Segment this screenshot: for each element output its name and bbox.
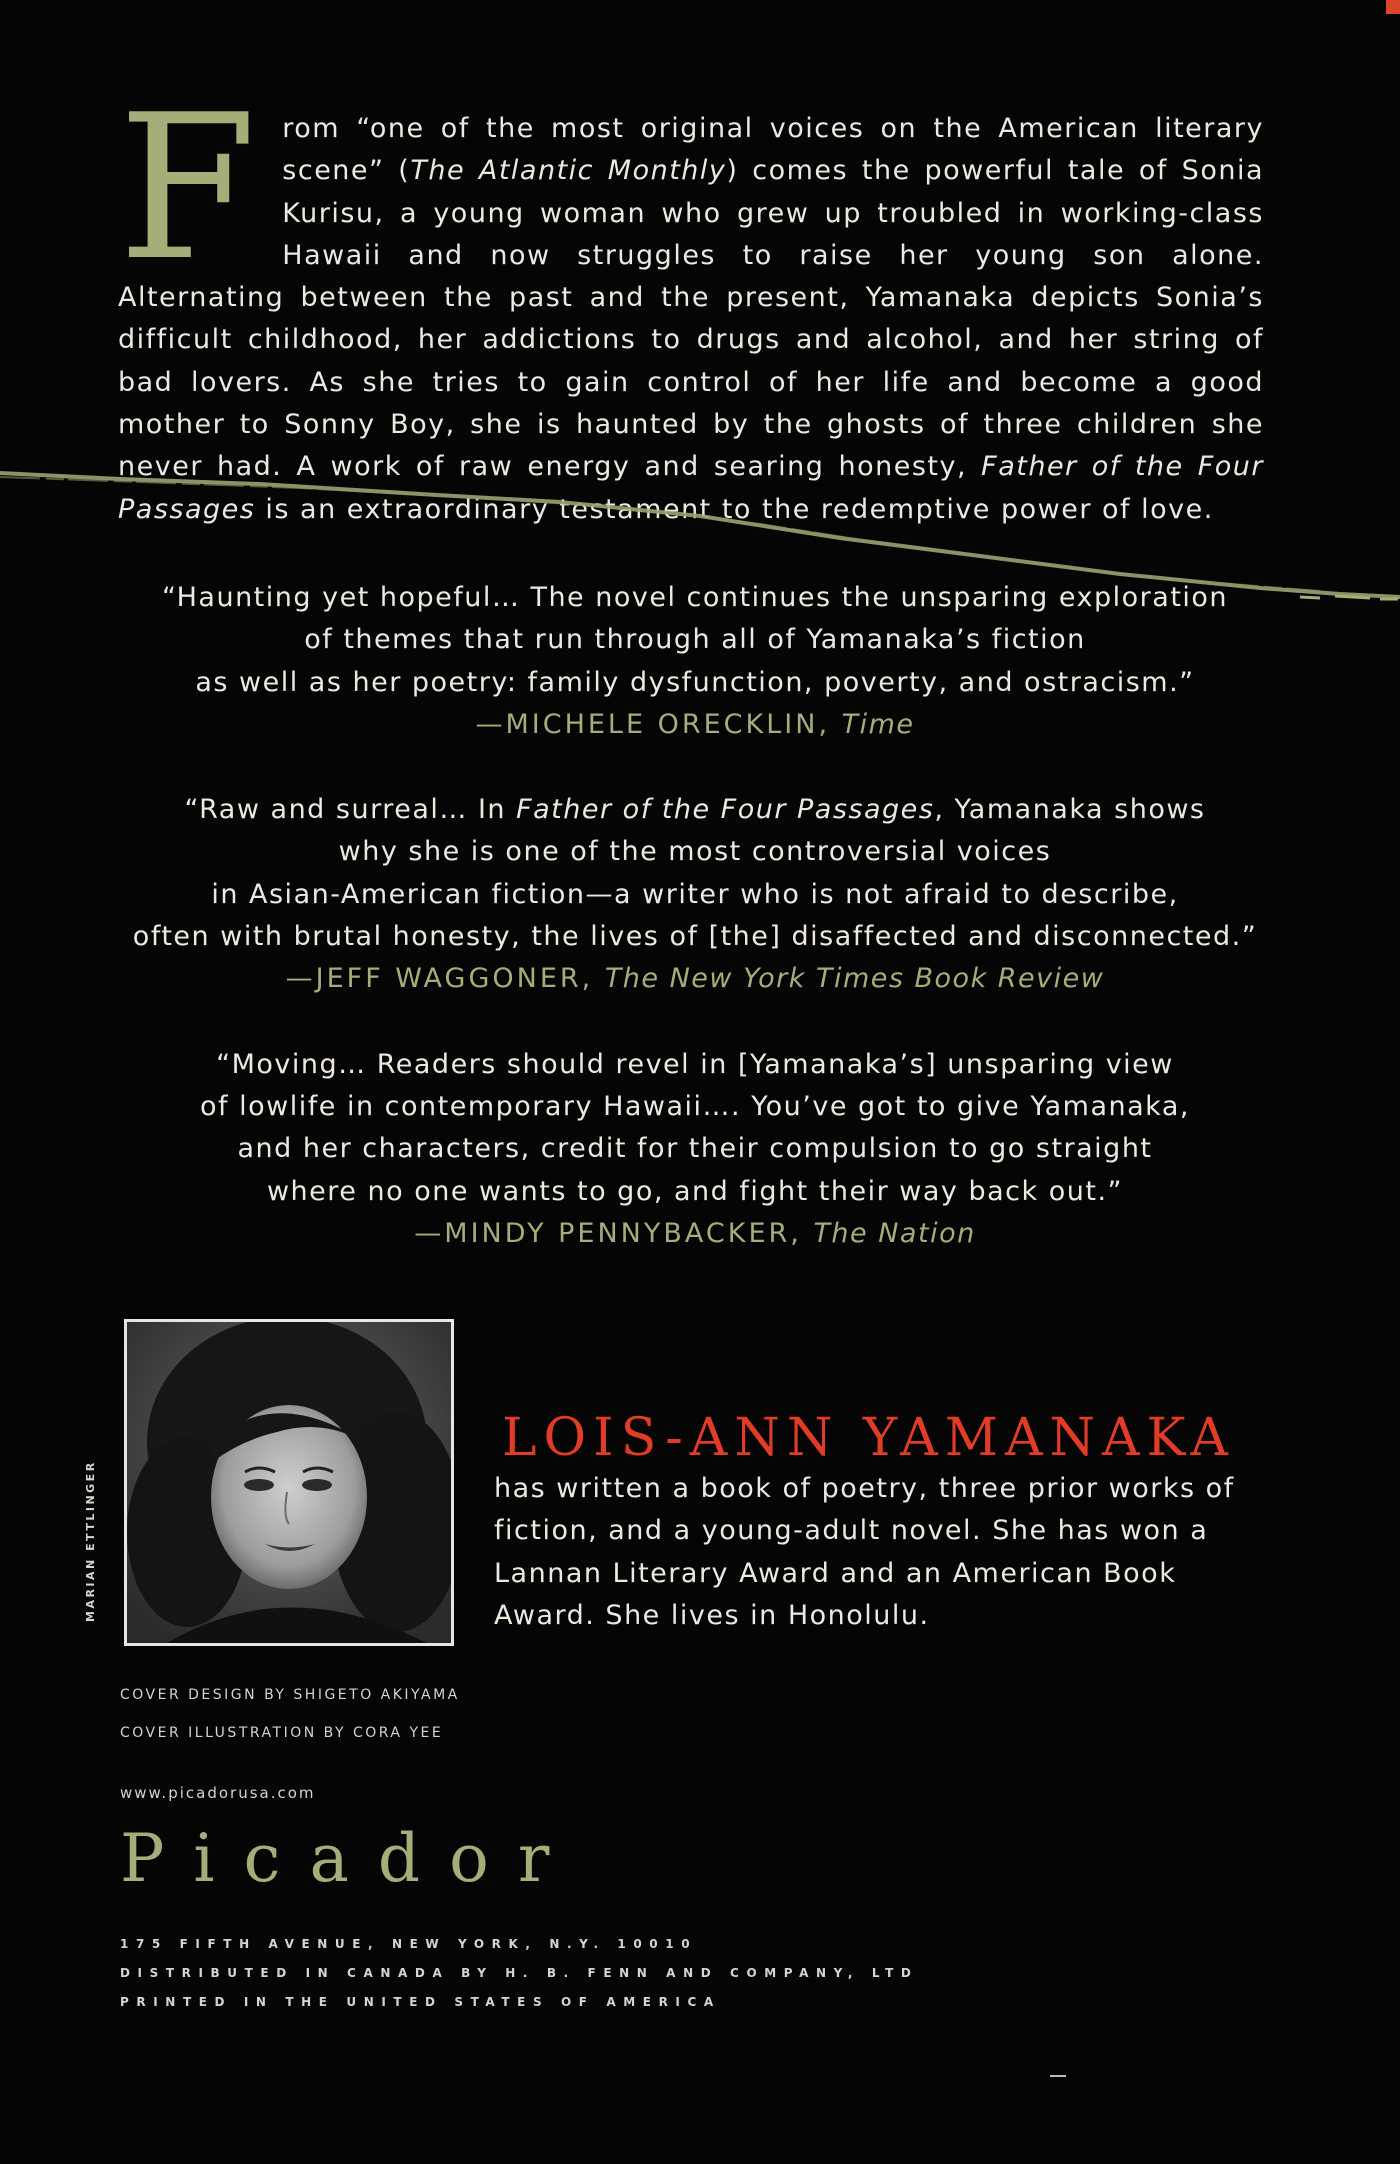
- author-photo: [124, 1319, 454, 1646]
- quote-line: and her characters, credit for their compulsion to go straight: [237, 1133, 1153, 1165]
- quote-line: of lowlife in contemporary Hawaii…. You’ve got to give Yamanaka,: [200, 1090, 1190, 1122]
- quote-line: why she is one of the most controversial voices: [338, 836, 1052, 868]
- blurb-text-middle: ) comes the powerful tale of Sonia Kurisu, a young woman who grew up troubled in working-class Hawaii and now struggles to raise her young son alone. Alternating between the past and the present, Yamanaka depicts Sonia’s difficult childhood, her addictions to drugs and alcohol, and her string of bad lovers. As she tries to gain control of her life and become a good mother to Sonny Boy, she is haunted by the ghosts of three children she never had. A work of raw energy and searing honesty,: [118, 155, 1264, 483]
- imprint-printed: PRINTED IN THE UNITED STATES OF AMERICA: [120, 1995, 721, 2009]
- quote-attribution: [110, 1213, 1280, 1255]
- publication-name: The Nation: [813, 1217, 976, 1249]
- publication-name: Time: [841, 708, 915, 740]
- publisher-website: www.picadorusa.com: [120, 1784, 316, 1802]
- corner-color-mark: [1386, 0, 1400, 14]
- imprint-distribution: DISTRIBUTED IN CANADA BY H. B. FENN AND COMPANY, LTD: [120, 1966, 919, 1980]
- imprint-address: 175 FIFTH AVENUE, NEW YORK, N.Y. 10010: [120, 1937, 698, 1951]
- barcode-edge-mark: [1050, 2075, 1066, 2077]
- quote-line: in Asian-American fiction—a writer who is not afraid to describe,: [211, 878, 1179, 910]
- publisher-imprint: [120, 1930, 918, 2017]
- quote-line: “Moving… Readers should revel in [Yamanaka’s] unsparing view: [216, 1048, 1174, 1080]
- review-quote-time: [110, 577, 1280, 746]
- review-quote-nation: [110, 1044, 1280, 1255]
- publication-name: The New York Times Book Review: [604, 963, 1105, 995]
- quote-line: often with brutal honesty, the lives of [the] disaffected and disconnected.”: [132, 921, 1258, 953]
- author-portrait: [127, 1322, 451, 1643]
- author-bio: has written a book of poetry, three prior works of fiction, and a young-adult novel. She has won a Lannan Literary Award and an American Book Award. She lives in Honolulu.: [494, 1473, 1235, 1631]
- cover-design-credit: COVER DESIGN BY SHIGETO AKIYAMA: [120, 1687, 460, 1703]
- quote-book-title: Father of the Four Passages: [516, 794, 935, 826]
- cover-illustration-credit: COVER ILLUSTRATION BY CORA YEE: [120, 1725, 444, 1741]
- blurb-book-title: Father of the Four Passages: [118, 451, 1264, 525]
- cover-credits: [120, 1676, 460, 1752]
- quote-line-end: , Yamanaka shows: [934, 794, 1206, 826]
- quote-line-start: “Raw and surreal… In: [184, 794, 517, 826]
- blurb-text-end: is an extraordinary testament to the redemptive power of love.: [255, 493, 1214, 525]
- reviewer-name: —MINDY PENNYBACKER,: [414, 1217, 814, 1249]
- reviewer-name: —JEFF WAGGONER,: [285, 963, 605, 995]
- quote-line: where no one wants to go, and fight their way back out.”: [266, 1175, 1124, 1207]
- blurb-text-start: rom “one of the most original voices on the American literary scene” (: [282, 113, 1264, 187]
- quote-line: [110, 789, 1280, 831]
- review-quote-nyt: [110, 789, 1280, 1000]
- quote-attribution: [110, 958, 1280, 1000]
- quote-line: as well as her poetry: family dysfunction, poverty, and ostracism.”: [195, 666, 1195, 698]
- publisher-logo: Picador: [120, 1820, 579, 1897]
- quote-attribution: [110, 704, 1280, 746]
- drop-cap: F: [118, 72, 259, 305]
- photo-credit: MARIAN ETTLINGER: [84, 1460, 97, 1622]
- quote-line: “Haunting yet hopeful… The novel continues the unsparing exploration: [161, 582, 1229, 613]
- review-quotes: [110, 577, 1280, 1298]
- author-name: LOIS-ANN YAMANAKA: [502, 1408, 1235, 1468]
- quote-line: of themes that run through all of Yamanaka’s fiction: [304, 624, 1086, 656]
- reviewer-name: —MICHELE ORECKLIN,: [475, 708, 842, 740]
- blurb-source: The Atlantic Monthly: [410, 155, 727, 187]
